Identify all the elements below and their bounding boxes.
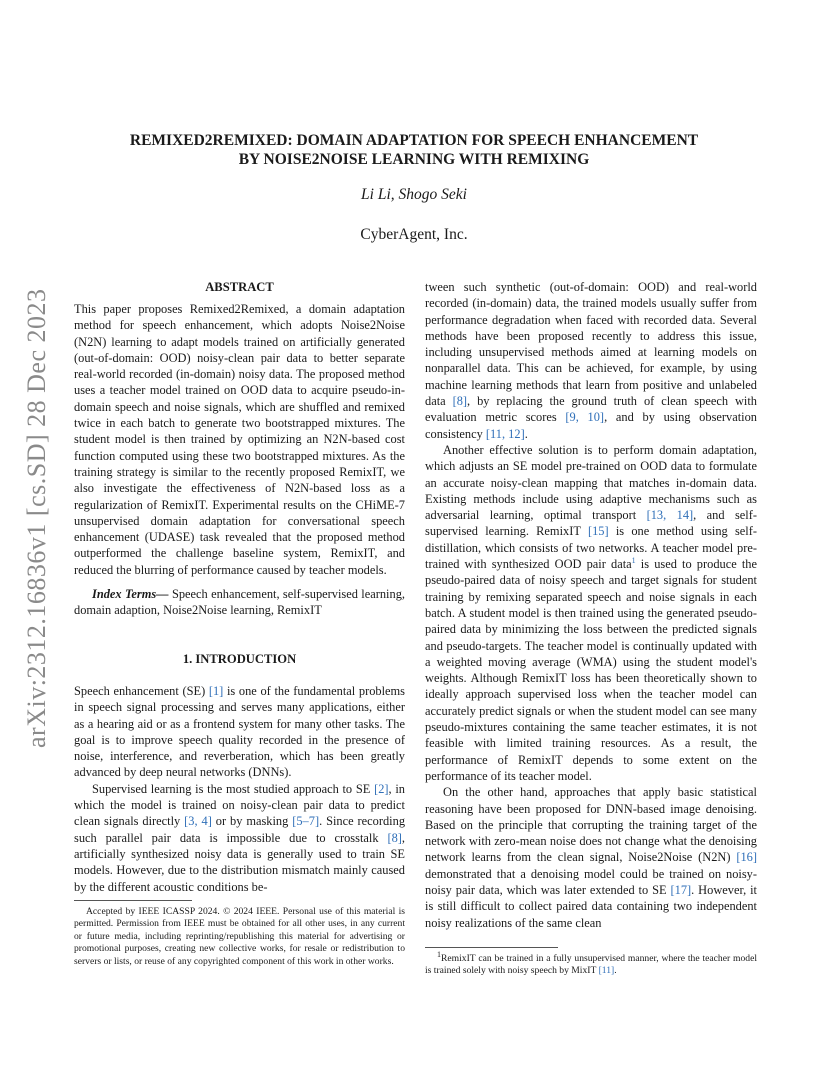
- citation-link[interactable]: [1]: [208, 684, 224, 698]
- right-paragraph-3: [425, 784, 757, 931]
- text-run: . However, it is still difficult to collect paired data containing two independent noisy realizations of the same clean: [425, 882, 757, 930]
- citation-link[interactable]: [11]: [598, 965, 615, 977]
- right-column-text: [425, 279, 757, 931]
- text-run: RemixIT can be trained in a fully unsupervised manner, where the teacher model is trained solely with noisy speech by MixIT: [425, 953, 757, 977]
- citation-link[interactable]: [15]: [587, 524, 609, 539]
- citation-link[interactable]: [13, 14]: [646, 508, 694, 523]
- remixit-footnote: [425, 949, 757, 978]
- intro-paragraph-2: [74, 781, 405, 895]
- right-paragraph-2: [425, 442, 757, 784]
- paper-title: [60, 131, 768, 169]
- text-run: is one method using self-distillation, which consists of two networks. A teacher model pre-trained with synthesized OOD pair data: [425, 524, 757, 572]
- footnote-rule-left: [74, 900, 192, 901]
- text-run: tween such synthetic (out-of-domain: OOD) and real-world recorded (in-domain) data, the trained models usually suffer from performance degradation when faced with recorded data. Several methods have been proposed recently to address this issue, including unsupervised methods aimed at learning models on nonparallel data. This can be achieved, for example, by using machine learning methods that learn from positive and unlabeled data: [425, 280, 757, 409]
- index-terms: [74, 586, 405, 619]
- text-run: demonstrated that a denoising model could be trained on noisy-noisy pair data, which was later extended to SE: [425, 866, 757, 897]
- citation-link[interactable]: [9, 10]: [565, 410, 605, 425]
- citation-link[interactable]: [17]: [670, 882, 692, 897]
- title-line-2: BY NOISE2NOISE LEARNING WITH REMIXING: [238, 151, 590, 168]
- footnote-rule-right: [425, 947, 558, 948]
- index-terms-text: Speech enhancement, self-supervised learning, domain adaption, Noise2Noise learning, RemixIT: [74, 587, 405, 618]
- citation-link[interactable]: [8]: [387, 830, 402, 845]
- text-run: . Since recording such parallel pair data is impossible due to crosstalk: [74, 814, 406, 845]
- citation-link[interactable]: [11, 12]: [485, 426, 525, 441]
- text-run: is one of the fundamental problems in speech signal processing and serves many applications, either as a hearing aid or as a frontend system for many other tasks. The goal is to improve speech quality recorded in the presence of noise, interference, and reverberation, which has been greatly advanced by deep neural networks (DNNs).: [74, 684, 405, 780]
- citation-link[interactable]: [16]: [736, 850, 757, 865]
- citation-link[interactable]: [5–7]: [292, 814, 320, 829]
- arxiv-identifier: arXiv:2312.16836v1 [cs.SD] 28 Dec 2023: [22, 288, 51, 748]
- citation-link[interactable]: [2]: [374, 781, 389, 796]
- text-run: .: [524, 426, 528, 441]
- text-run: , artificially synthesized noisy data is generally used to train SE models. However, due to the distribution mismatch mainly caused by the different acoustic conditions be-: [74, 830, 405, 894]
- text-run: Supervised learning is the most studied approach to SE: [92, 781, 375, 796]
- citation-link[interactable]: [3, 4]: [184, 814, 212, 829]
- footnote-marker[interactable]: 1: [631, 555, 636, 565]
- introduction-heading: 1. INTRODUCTION: [182, 652, 297, 666]
- affiliation: CyberAgent, Inc.: [360, 226, 468, 243]
- footnote-number: 1: [437, 949, 441, 959]
- abstract-heading: ABSTRACT: [205, 280, 274, 294]
- text-run: , and by using observation consistency: [425, 410, 757, 441]
- text-run: , in which the model is trained on noisy-clean pair data to predict clean signals directly: [74, 781, 405, 829]
- text-run: , by replacing the ground truth of clean speech with evaluation metric scores: [425, 394, 757, 425]
- text-run: On the other hand, approaches that apply basic statistical reasoning have been proposed for DNN-based image denoising. Based on the principle that corrupting the training target of the network with zero-mean noise does not change what the denoising network learns from the clean signal, Noise2Noise (N2N): [425, 785, 757, 865]
- text-run: or by masking: [211, 814, 293, 829]
- text-run: Speech enhancement (SE): [74, 684, 209, 698]
- text-run: , and self-supervised learning. RemixIT: [425, 508, 757, 539]
- abstract-block: [74, 301, 405, 619]
- introduction-block: [74, 683, 405, 895]
- text-run: Another effective solution is to perform domain adaptation, which adjusts an SE model pre-trained on OOD data to formulate an accurate noisy-clean mapping that matches in-domain data. Existing methods include using adaptive mechanisms such as adversarial learning, optimal transport: [425, 442, 757, 523]
- citation-link[interactable]: [8]: [452, 394, 468, 409]
- intro-paragraph-1: [74, 683, 405, 781]
- text-run: .: [614, 965, 617, 977]
- index-terms-label: Index Terms—: [92, 587, 169, 602]
- abstract-text: This paper proposes Remixed2Remixed, a domain adaptation method for speech enhancement, which adopts Noise2Noise (N2N) learning to adapt models trained on artificially generated (out-of-domain: OOD) noisy-clean pair data to better separate real-world recorded (in-domain) noisy data. The proposed method uses a teacher model trained on OOD data to acquire pseudo-in-domain speech and noise signals, which are shuffled and remixed twice in each batch to generate two bootstrapped mixtures. The student model is then trained by optimizing an N2N-based cost function computed using these two bootstrapped mixtures. As the training strategy is similar to the recently proposed RemixIT, we also investigate the effectiveness of N2N-based loss as a regularization of RemixIT. Experimental results on the CHiME-7 unsupervised domain adaptation for conversational speech enhancement (UDASE) task revealed that the proposed method outperformed the challenge baseline system, RemixIT, and reduced the blurring of performance caused by teacher models.: [74, 302, 405, 577]
- title-line-1: REMIXED2REMIXED: DOMAIN ADAPTATION FOR SPEECH ENHANCEMENT: [129, 132, 699, 149]
- copyright-footnote: Accepted by IEEE ICASSP 2024. © 2024 IEEE. Personal use of this material is permitted. Permission from IEEE must be obtained for all other uses, in any current or future media, including reprinting/republishing this material for advertising or promotional purposes, creating new collective works, for resale or redistribution to servers or lists, or reuse of any copyrighted component of this work in other works.: [74, 906, 405, 967]
- authors: Li Li, Shogo Seki: [361, 186, 467, 203]
- text-run: is used to produce the pseudo-paired data of noisy speech and target signals for student training by remixing separated speech and noise signals in each batch. A student model is then trained using the generated pseudo-paired data by minimizing the loss between the predicted signals and pseudo-targets. The teacher model is continually updated with a weighted moving average (WMA) using the student model's weights. Although RemixIT loss has been theoretically shown to ideally approach supervised loss when the teacher model can accurately predict signals or when the student model can see many pseudo-mixtures containing the same teacher estimates, it is not feasible with limited training resources. As a result, the performance of RemixIT depends to some extent on the performance of its teacher model.: [425, 557, 757, 783]
- right-paragraph-1: [425, 279, 757, 442]
